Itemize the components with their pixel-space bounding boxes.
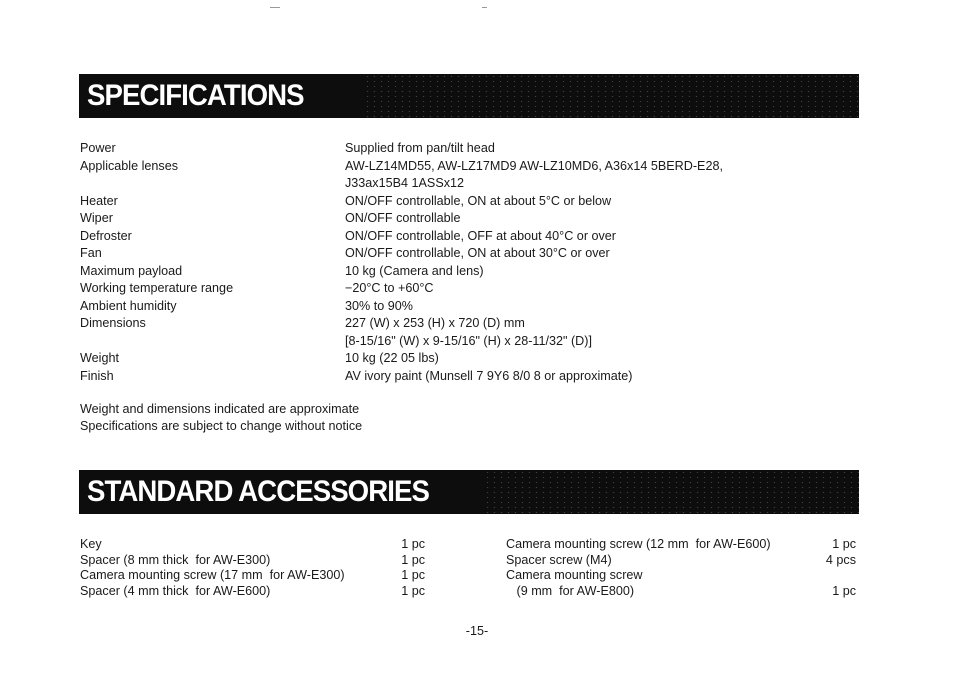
accessory-item	[506, 568, 856, 584]
page-number: -15-	[465, 624, 489, 638]
spec-row	[80, 368, 723, 386]
spec-row	[80, 245, 723, 263]
spec-row	[80, 228, 723, 246]
accessory-name: Camera mounting screw	[506, 568, 643, 582]
spec-value: J33ax15B4 1ASSx12	[345, 176, 465, 190]
spec-label: Heater	[80, 193, 118, 208]
specifications-notes	[80, 401, 362, 435]
spec-label: Wiper	[80, 211, 113, 225]
spec-label: Working temperature range	[80, 281, 234, 295]
accessory-quantity: 1 pc	[401, 568, 425, 582]
spec-value: ON/OFF controllable, ON at about 30°C or over	[345, 246, 610, 260]
specifications-heading: SPECIFICATIONS	[87, 79, 304, 112]
accessory-name: Key	[80, 537, 102, 551]
accessory-name: Spacer screw (M4)	[506, 552, 612, 567]
note-line: Weight and dimensions indicated are approximate	[80, 402, 360, 416]
spec-row	[80, 210, 723, 228]
accessory-name: (9 mm for AW-E800)	[506, 583, 635, 598]
spec-label: Weight	[80, 351, 119, 365]
accessory-name: Spacer (4 mm thick for AW-E600)	[80, 583, 271, 598]
spec-value: AW-LZ14MD55, AW-LZ17MD9 AW-LZ10MD6, A36x14 5BERD-E28,	[345, 158, 723, 173]
spec-value: Supplied from pan/tilt head	[345, 141, 495, 155]
banner-texture	[364, 74, 859, 118]
spec-row	[80, 175, 723, 193]
accessory-quantity: 1 pc	[401, 552, 425, 567]
accessory-item	[80, 553, 425, 569]
spec-row	[80, 158, 723, 176]
banner-texture	[484, 470, 859, 514]
spec-row	[80, 350, 723, 368]
spec-label: Dimensions	[80, 316, 146, 330]
accessory-name: Camera mounting screw (17 mm for AW-E300)	[80, 568, 345, 582]
spec-label: Maximum payload	[80, 263, 183, 278]
spec-value: 10 kg (Camera and lens)	[345, 263, 484, 278]
scan-mark	[482, 7, 487, 8]
specifications-banner	[79, 74, 859, 118]
spec-row	[80, 140, 723, 158]
accessory-item	[80, 568, 425, 584]
note-line: Specifications are subject to change without notice	[80, 419, 363, 433]
accessory-item	[80, 537, 425, 553]
spec-label: Applicable lenses	[80, 158, 179, 173]
spec-value: [8-15/16" (W) x 9-15/16" (H) x 28-11/32" (D)]	[345, 333, 592, 348]
spec-label: Finish	[80, 368, 114, 383]
spec-value: ON/OFF controllable	[345, 211, 461, 225]
spec-value: 10 kg (22 05 lbs)	[345, 351, 439, 365]
spec-label: Defroster	[80, 228, 132, 243]
spec-label	[80, 175, 345, 193]
spec-value: 30% to 90%	[345, 298, 413, 313]
accessories-heading: STANDARD ACCESSORIES	[87, 475, 429, 508]
accessory-quantity: 4 pcs	[825, 552, 856, 567]
spec-value: AV ivory paint (Munsell 7 9Y6 8/0 8 or approximate)	[345, 368, 633, 383]
spec-value: 227 (W) x 253 (H) x 720 (D) mm	[345, 316, 525, 330]
spec-row	[80, 193, 723, 211]
accessory-name: Spacer (8 mm thick for AW-E300)	[80, 552, 271, 567]
accessory-quantity: 1 pc	[401, 537, 425, 551]
accessory-quantity: 1 pc	[832, 537, 856, 551]
accessory-item	[506, 553, 856, 569]
spec-value: ON/OFF controllable, ON at about 5°C or below	[345, 193, 612, 208]
spec-row	[80, 298, 723, 316]
spec-label: Power	[80, 141, 116, 155]
accessory-name: Camera mounting screw (12 mm for AW-E600)	[506, 537, 771, 551]
spec-value: −20°C to +60°C	[345, 281, 434, 295]
spec-label: Ambient humidity	[80, 298, 177, 313]
accessory-quantity: 1 pc	[832, 583, 856, 598]
spec-row	[80, 280, 723, 298]
accessories-left-column	[80, 537, 425, 599]
specifications-table	[80, 140, 723, 385]
accessory-item	[506, 537, 856, 553]
scan-mark	[270, 7, 280, 8]
spec-row	[80, 315, 723, 333]
spec-row	[80, 263, 723, 281]
spec-value: ON/OFF controllable, OFF at about 40°C or over	[345, 228, 617, 243]
accessories-right-column	[506, 537, 856, 599]
accessories-banner	[79, 470, 859, 514]
accessory-item	[80, 584, 425, 600]
accessory-quantity: 1 pc	[401, 583, 425, 598]
accessory-item	[506, 584, 856, 600]
spec-row	[80, 333, 723, 351]
spec-label: Fan	[80, 246, 102, 260]
spec-label	[80, 333, 345, 351]
